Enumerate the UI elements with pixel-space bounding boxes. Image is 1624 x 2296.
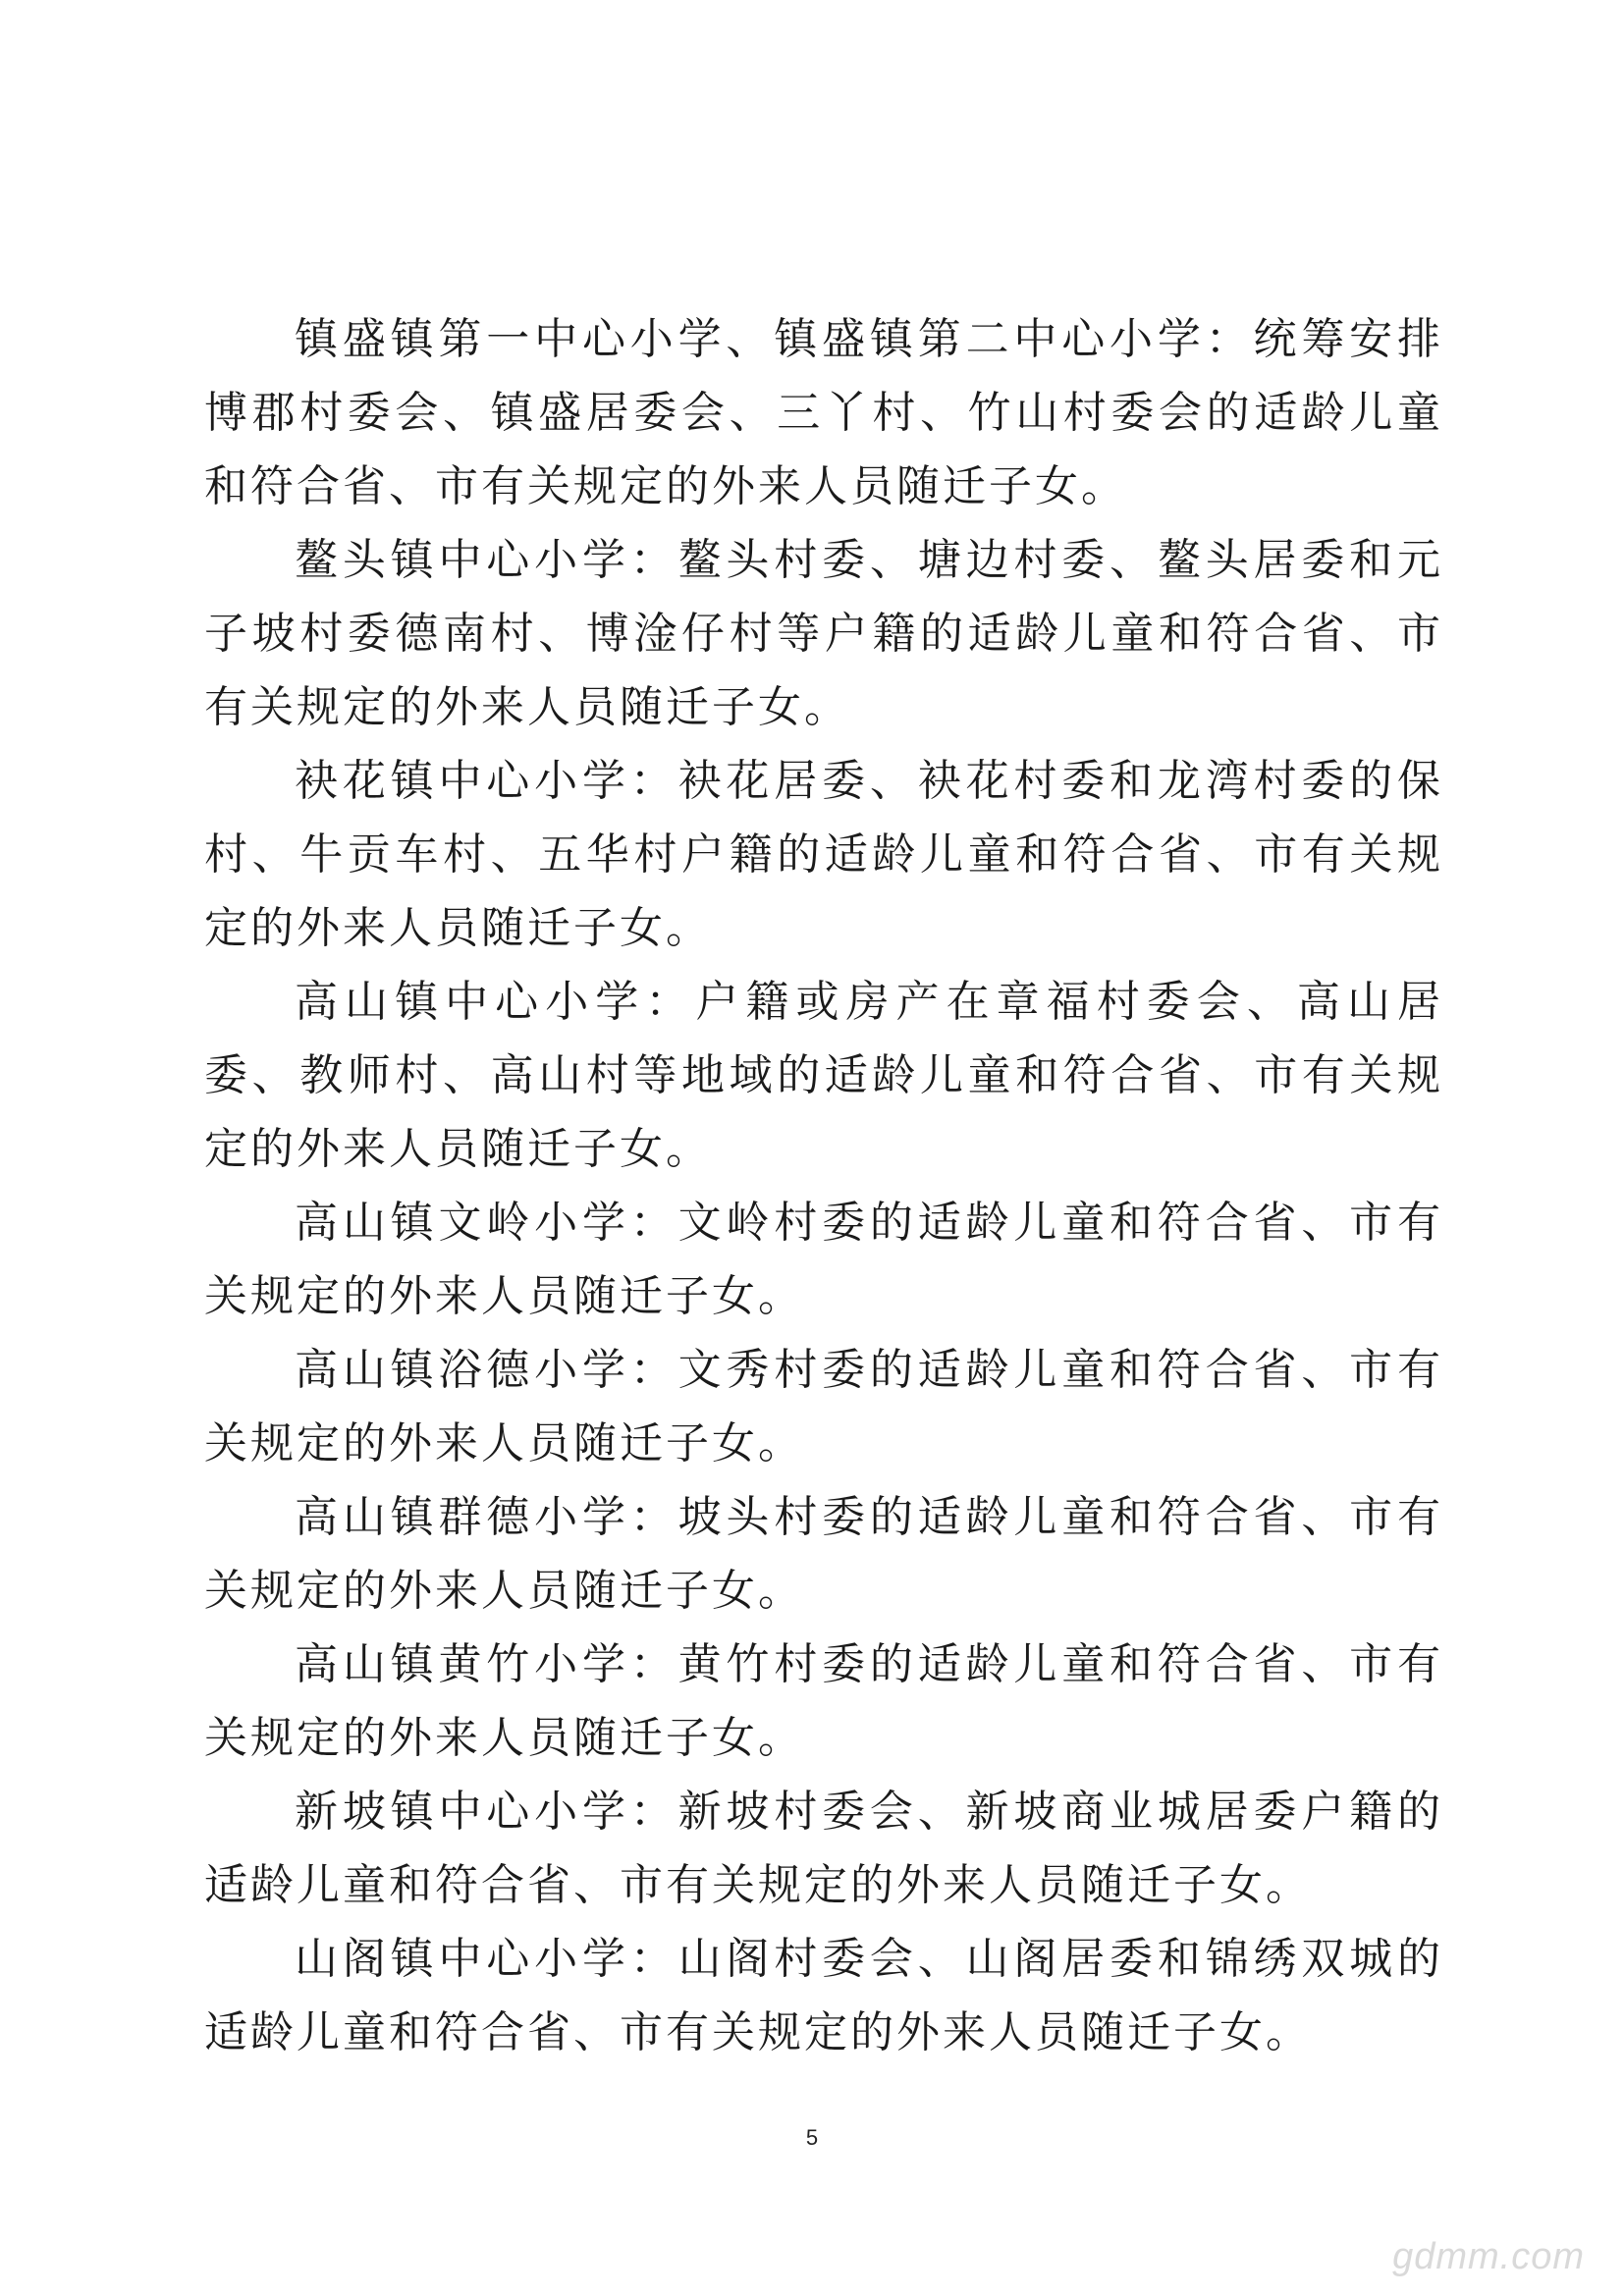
paragraph-zhensheng: 镇盛镇第一中心小学、镇盛镇第二中心小学：统筹安排博郡村委会、镇盛居委会、三丫村、竹山村委会的适龄儿童和符合省、市有关规定的外来人员随迁子女。 (204, 314, 1443, 511)
paragraph-meihua: 袂花镇中心小学：袂花居委、袂花村委和龙湾村委的保村、牛贡车村、五华村户籍的适龄儿童和符合省、市有关规定的外来人员随迁子女。 (204, 756, 1443, 953)
page-number: 5 (805, 2125, 819, 2150)
paragraph-gaoshan-huangzhu: 高山镇黄竹小学：黄竹村委的适龄儿童和符合省、市有关规定的外来人员随迁子女。 (204, 1639, 1443, 1763)
paragraph-gaoshan-yude: 高山镇浴德小学：文秀村委的适龄儿童和符合省、市有关规定的外来人员随迁子女。 (204, 1345, 1443, 1468)
paragraph-shange: 山阁镇中心小学：山阁村委会、山阁居委和锦绣双城的适龄儿童和符合省、市有关规定的外来人员随迁子女。 (204, 1934, 1443, 2057)
paragraph-gaoshan-wenling: 高山镇文岭小学：文岭村委的适龄儿童和符合省、市有关规定的外来人员随迁子女。 (204, 1198, 1443, 1321)
site-watermark: gdmm.com (1392, 2236, 1585, 2277)
paragraph-aotou: 鳌头镇中心小学：鳌头村委、塘边村委、鳌头居委和元子坡村委德南村、博淦仔村等户籍的适龄儿童和符合省、市有关规定的外来人员随迁子女。 (204, 535, 1443, 732)
paragraph-gaoshan-qunde: 高山镇群德小学：坡头村委的适龄儿童和符合省、市有关规定的外来人员随迁子女。 (204, 1492, 1443, 1616)
paragraph-xinpo: 新坡镇中心小学：新坡村委会、新坡商业城居委户籍的适龄儿童和符合省、市有关规定的外来人员随迁子女。 (204, 1787, 1443, 1910)
body-text (204, 302, 1443, 2069)
paragraph-gaoshan-central: 高山镇中心小学：户籍或房产在章福村委会、高山居委、教师村、高山村等地域的适龄儿童和符合省、市有关规定的外来人员随迁子女。 (204, 977, 1443, 1174)
